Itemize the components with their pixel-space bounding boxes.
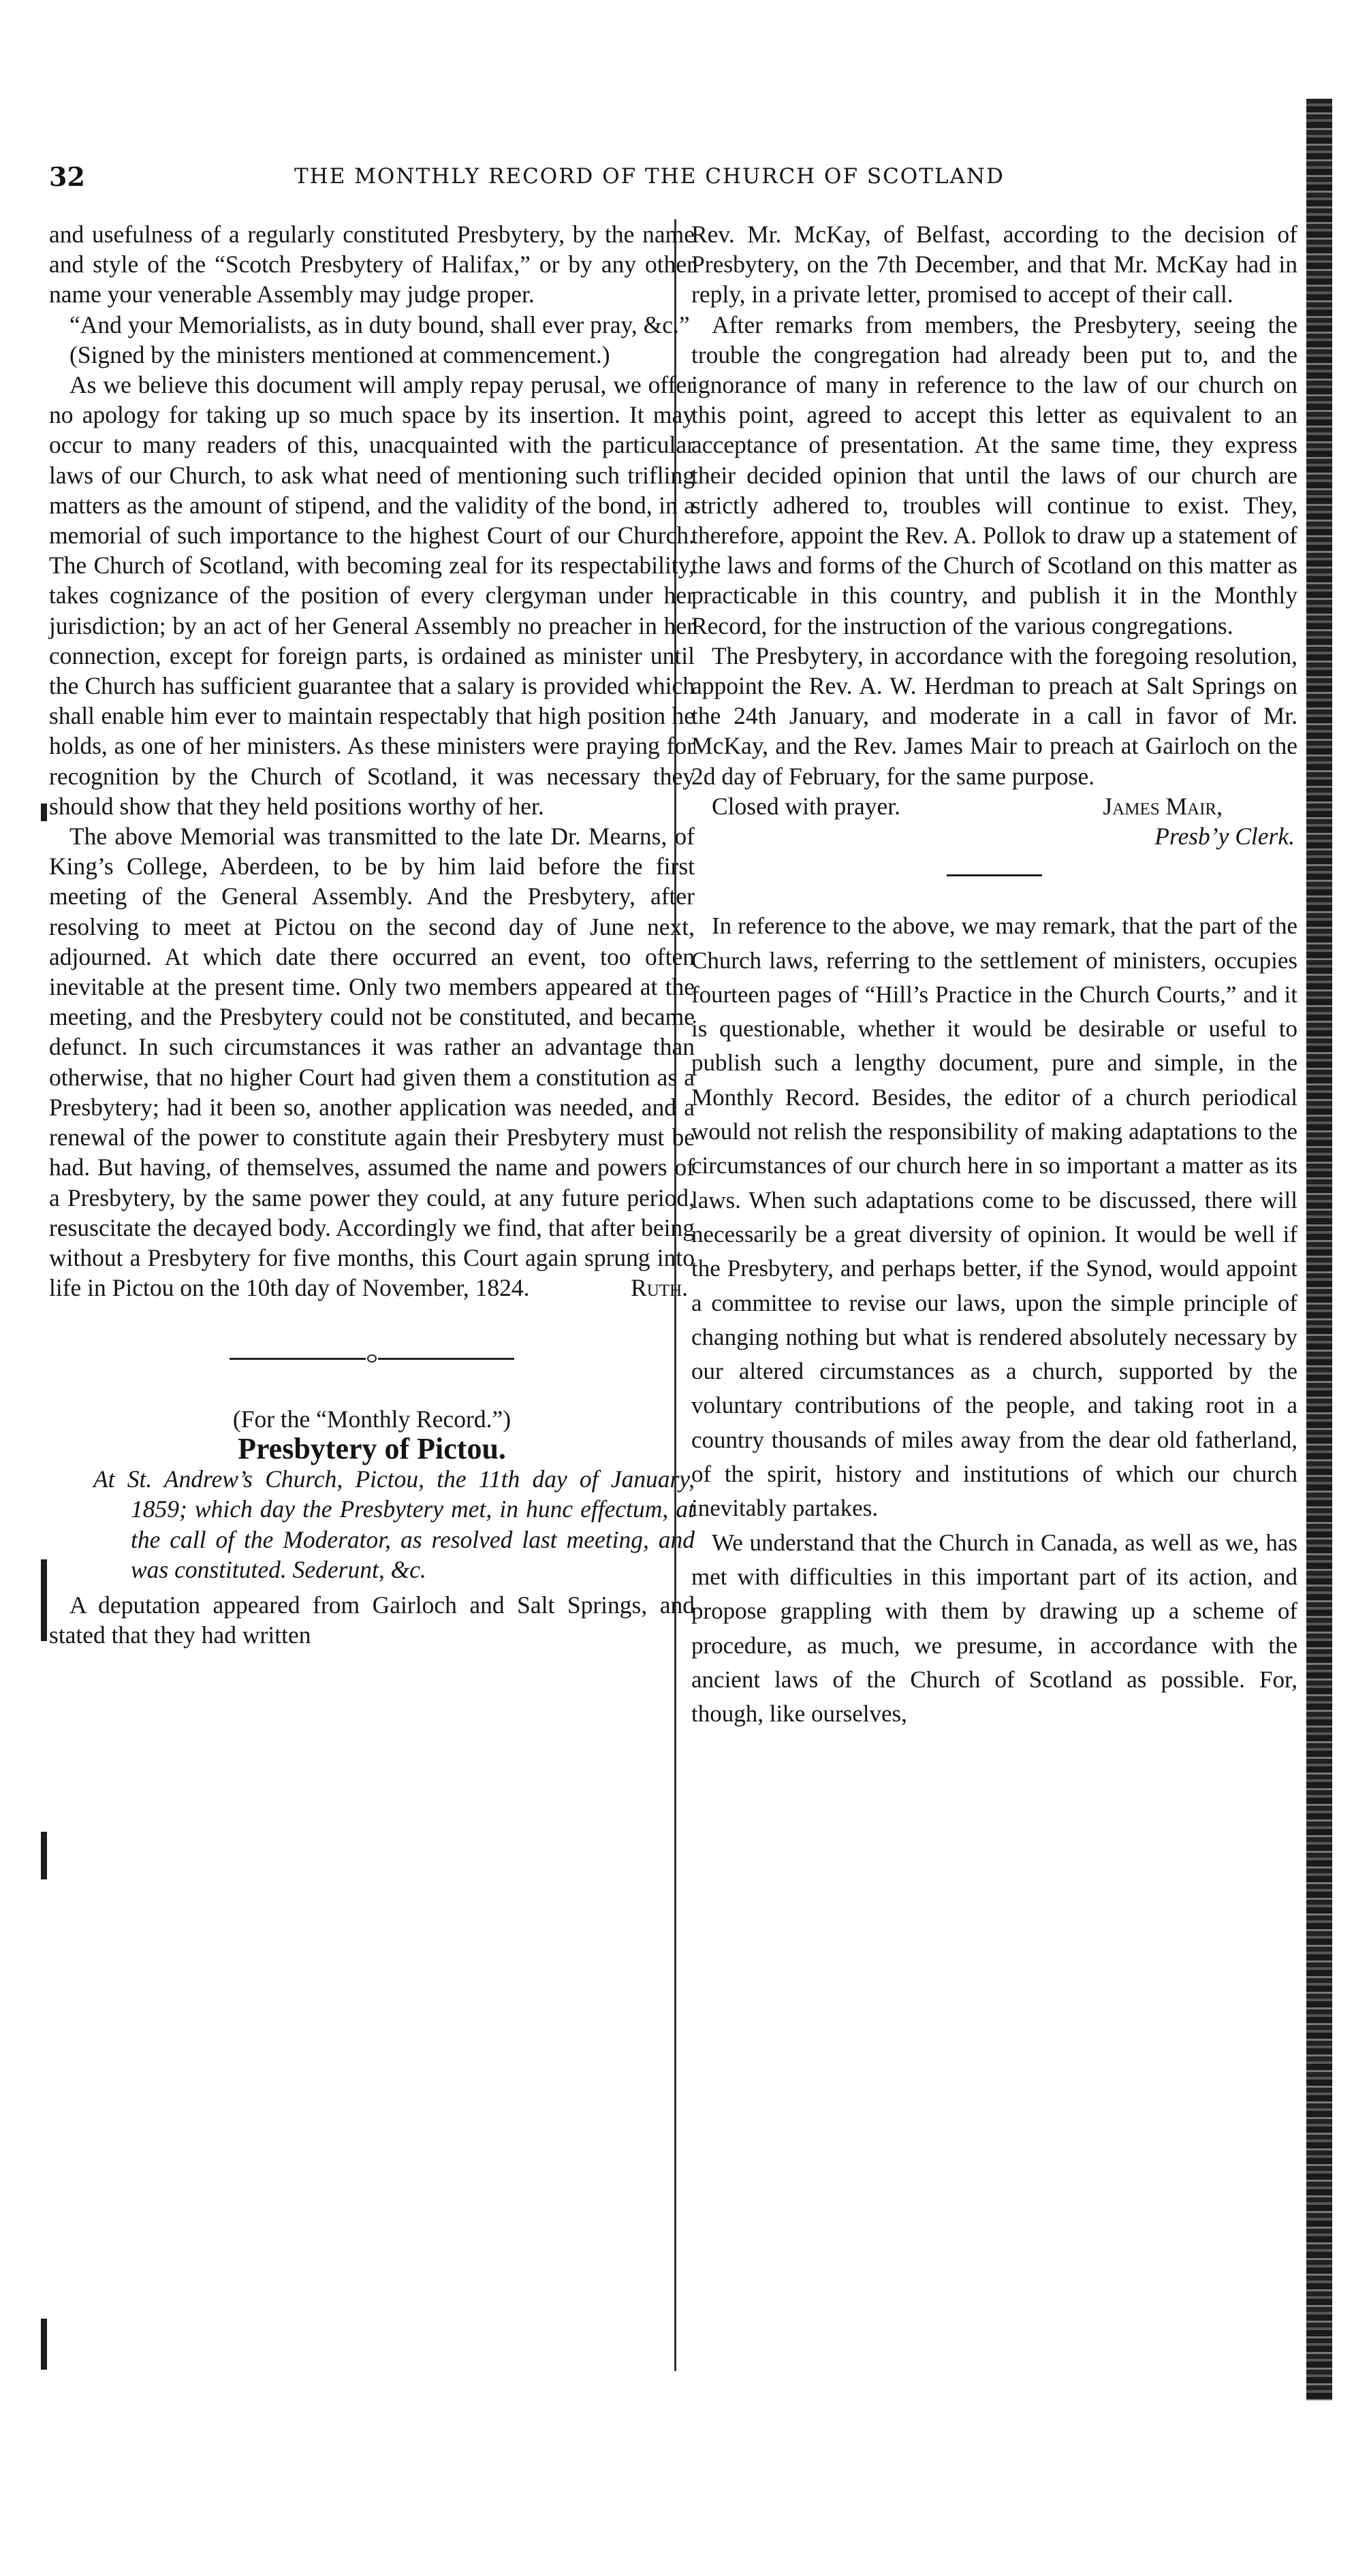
memorial-prayer-line: “And your Memorialists, as in duty bound, shall ever pray, &c.” bbox=[69, 311, 690, 338]
memorial-closing-paragraph: and usefulness of a regularly constituted Presbytery, by the name and style of the “Scotch Presbytery of Halifax,” or by any other name your venerable Assembly may judge proper. bbox=[49, 221, 695, 308]
canada-paragraph: We understand that the Church in Canada, as well as we, has met with difficulties in this important part of its action, and propose grappling with them by drawing up a scheme of procedure, as much, we presume, in accordance with the ancient laws of the Church of Scotland as possible. For, though, like ourselves, bbox=[691, 1529, 1297, 1728]
clerk-name: James Mair, bbox=[1103, 792, 1223, 820]
closing-row bbox=[691, 791, 1297, 821]
closing-prayer: Closed with prayer. bbox=[712, 792, 901, 820]
margin-mark bbox=[41, 1832, 47, 1879]
editorial-paragraph: As we believe this document will amply repay perusal, we offer no apology for taking up so much space by its insertion. It may occur to many readers of this, unacquainted with the particular laws of our Church, to ask what need of mentioning such trifling matters as the amount of stipend, and the validity of the bond, in a memorial of such importance to the highest Court of our Church. The Church of Scotland, with becoming zeal for its respectability, takes cognizance of the position of every clergyman under her jurisdiction; by an act of her General Assembly no preacher in her connection, except for foreign parts, is ordained as minister until the Church has sufficient guarantee that a salary is provided which shall enable him ever to maintain respectably that high position he holds, as one of her ministers. As these ministers were praying for recognition by the Church of Scotland, it was necessary they should show that they held positions worthy of her. bbox=[49, 371, 695, 820]
signed-note: (Signed by the ministers mentioned at commencement.) bbox=[69, 340, 610, 368]
minute-heading: At St. Andrew’s Church, Pictou, the 11th day of January, 1859; which day the Presbytery met, in hunc effectum, at the call of the Moderator, as resolved last meeting, and was constituted. Sederunt, &c. bbox=[93, 1465, 695, 1583]
scanned-page-edge bbox=[1306, 99, 1332, 2400]
presbytery-resolution: After remarks from members, the Presbytery, seeing the trouble the congregation had already been put to, and the ignorance of many in reference to the law of our church on this point, agreed to accept this letter as equivalent to an acceptance of presentation. At the same time, they express their decided opinion that until the laws of our church are strictly adhered to, troubles will continue to exist. They, therefore, appoint the Rev. A. Pollok to draw up a statement of the laws and forms of the Church of Scotland on this matter as practicable in this country, and publish it in the Monthly Record, for the instruction of the various congregations. bbox=[691, 311, 1297, 639]
editor-remark-paragraph: In reference to the above, we may remark, that the part of the Church laws, referring to the settlement of ministers, occupies fourteen pages of “Hill’s Practice in the Church Courts,” and it is questionable, whether it would be desirable or useful to publish such a lengthy document, pure and simple, in the Monthly Record. Besides, the editor of a church periodical would not relish the responsibility of making adaptations to the circumstances of our church here in so important a matter as its laws. When such adaptations come to be discussed, there will necessarily be a great diversity of opinion. It would be well if the Presbytery, and perhaps better, if the Synod, would appoint a committee to revise our laws, upon the simple principle of changing nothing but what is rendered absolutely necessary by our altered circumstances as a church, supported by the voluntary contributions of the people, and taking root in a country thousands of miles away from the dear old fatherland, of the spirit, history and institutions of which our church inevitably partakes. bbox=[691, 912, 1297, 1522]
page-number: 32 bbox=[49, 161, 85, 192]
section-ornament bbox=[49, 1343, 695, 1373]
minute-continuation: Rev. Mr. McKay, of Belfast, according to the decision of Presbytery, on the 7th December, and that Mr. McKay had in reply, in a private letter, promised to accept of their call. bbox=[691, 221, 1297, 308]
clerk-title: Presb’y Clerk. bbox=[1154, 823, 1295, 850]
deputation-paragraph: A deputation appeared from Gairloch and Salt Springs, and stated that they had written bbox=[49, 1591, 695, 1649]
memorial-history-paragraph: The above Memorial was transmitted to the late Dr. Mearns, of King’s College, Aberdeen, to be by him laid before the first meeting of the General Assembly. And the Presbytery, after resolving to meet at Pictou on the second day of June next, adjourned. At which date there occurred an event, too often inevitable at the present time. Only two members appeared at the meeting, and the Presbytery could not be constituted, and became defunct. In such circumstances it was rather an advantage than otherwise, that no higher Court had given them a constitution as a Presbytery; had it been so, another application was needed, and a renewal of the power to constitute again their Presbytery must be had. But having, of themselves, assumed the name and powers of a Presbytery, by the same power they could, at any future period, resuscitate the decayed body. Accordingly we find, that after being without a Presbytery for five months, this Court again sprung into life in Pictou on the 10th day of November, 1824. bbox=[49, 823, 695, 1302]
appointment-paragraph: The Presbytery, in accordance with the foregoing resolution, appoint the Rev. A. W. Herdman to preach at Salt Springs on the 24th January, and moderate in a call in favor of Mr. McKay, and the Rev. James Mair to preach at Gairloch on the 2d day of February, for the same purpose. bbox=[691, 641, 1297, 790]
right-column bbox=[691, 219, 1297, 1731]
section-title: Presbytery of Pictou. bbox=[238, 1431, 506, 1465]
margin-mark bbox=[41, 804, 47, 821]
divider-rule bbox=[947, 874, 1042, 876]
margin-mark bbox=[41, 1559, 47, 1641]
running-head: THE MONTHLY RECORD OF THE CHURCH OF SCOTLAND bbox=[294, 164, 1005, 189]
source-note: (For the “Monthly Record.”) bbox=[232, 1405, 511, 1433]
author-signature: Ruth. bbox=[631, 1274, 688, 1302]
left-column bbox=[49, 219, 695, 1650]
margin-mark bbox=[41, 2319, 47, 2370]
page-header bbox=[49, 161, 1275, 202]
